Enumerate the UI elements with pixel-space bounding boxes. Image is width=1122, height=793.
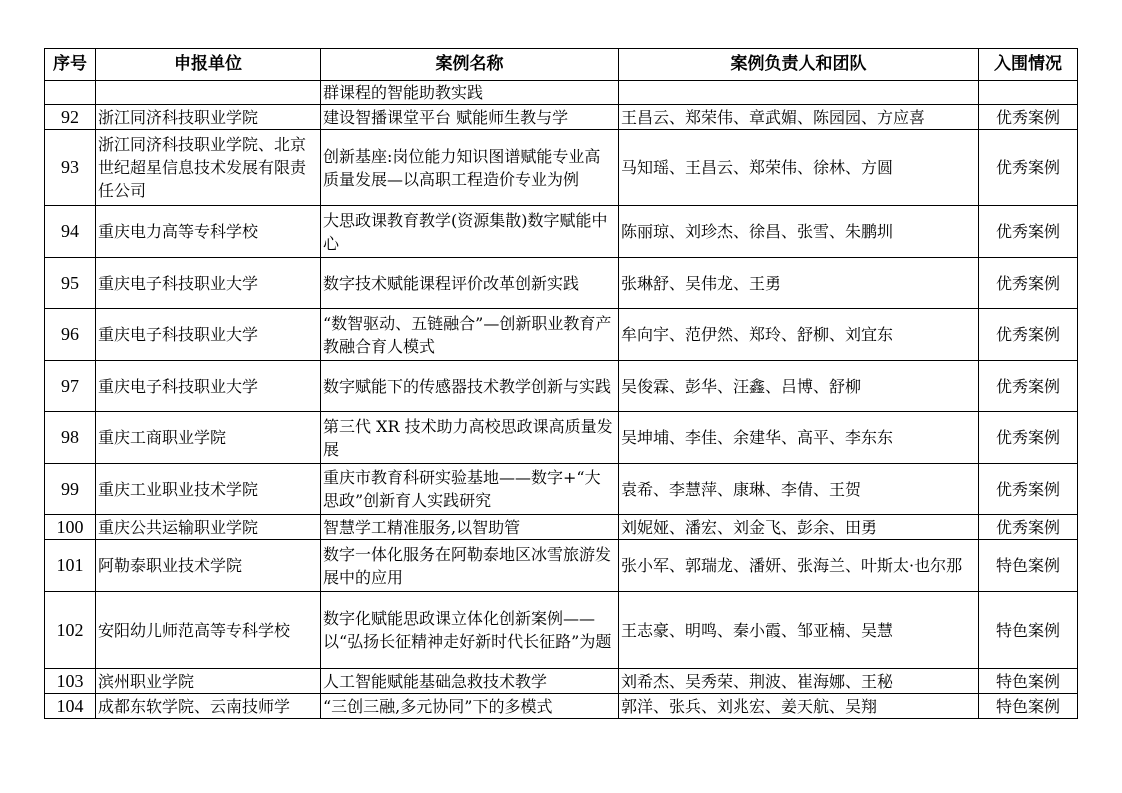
table-row	[45, 81, 1078, 105]
row-case: 建设智播课堂平台 赋能师生教与学	[321, 105, 619, 130]
row-status: 特色案例	[979, 540, 1078, 592]
row-unit	[96, 81, 321, 105]
row-unit: 重庆电子科技职业大学	[96, 361, 321, 412]
row-status: 优秀案例	[979, 206, 1078, 258]
table-row	[45, 361, 1078, 412]
header-case: 案例名称	[321, 49, 619, 81]
row-unit: 安阳幼儿师范高等专科学校	[96, 592, 321, 669]
table-row	[45, 669, 1078, 694]
row-unit: 重庆工商职业学院	[96, 412, 321, 464]
row-status: 优秀案例	[979, 258, 1078, 309]
table-row	[45, 694, 1078, 719]
row-team: 吴俊霖、彭华、汪鑫、吕博、舒柳	[619, 361, 979, 412]
row-case: 群课程的智能助教实践	[321, 81, 619, 105]
row-num: 94	[45, 206, 96, 258]
row-unit: 重庆工业职业技术学院	[96, 464, 321, 515]
table-row	[45, 206, 1078, 258]
row-team: 张琳舒、吴伟龙、王勇	[619, 258, 979, 309]
row-status: 优秀案例	[979, 412, 1078, 464]
header-status: 入围情况	[979, 49, 1078, 81]
row-unit: 浙江同济科技职业学院、北京世纪超星信息技术发展有限责任公司	[96, 130, 321, 206]
row-team: 王志豪、明鸣、秦小霞、邹亚楠、吴慧	[619, 592, 979, 669]
row-case: 数字一体化服务在阿勒泰地区冰雪旅游发展中的应用	[321, 540, 619, 592]
row-team: 郭洋、张兵、刘兆宏、姜天航、吴翔	[619, 694, 979, 719]
row-unit: 浙江同济科技职业学院	[96, 105, 321, 130]
row-status: 优秀案例	[979, 105, 1078, 130]
row-status: 优秀案例	[979, 309, 1078, 361]
table-row	[45, 592, 1078, 669]
row-unit: 成都东软学院、云南技师学	[96, 694, 321, 719]
row-case: 第三代 XR 技术助力高校思政课高质量发展	[321, 412, 619, 464]
row-num: 99	[45, 464, 96, 515]
row-status: 特色案例	[979, 669, 1078, 694]
row-status: 优秀案例	[979, 515, 1078, 540]
table-row	[45, 515, 1078, 540]
table-row	[45, 540, 1078, 592]
row-num: 92	[45, 105, 96, 130]
row-team: 刘妮娅、潘宏、刘金飞、彭余、田勇	[619, 515, 979, 540]
row-case: 数字赋能下的传感器技术教学创新与实践	[321, 361, 619, 412]
row-unit: 重庆电子科技职业大学	[96, 258, 321, 309]
row-unit: 滨州职业学院	[96, 669, 321, 694]
row-num: 97	[45, 361, 96, 412]
row-unit: 重庆电子科技职业大学	[96, 309, 321, 361]
row-status	[979, 81, 1078, 105]
row-unit: 重庆电力高等专科学校	[96, 206, 321, 258]
row-case: 大思政课教育教学(资源集散)数字赋能中心	[321, 206, 619, 258]
table-row	[45, 105, 1078, 130]
row-num: 100	[45, 515, 96, 540]
row-case: 智慧学工精准服务,以智助管	[321, 515, 619, 540]
row-status: 特色案例	[979, 694, 1078, 719]
table-row	[45, 464, 1078, 515]
row-team	[619, 81, 979, 105]
table-header-row	[45, 49, 1078, 81]
row-team: 马知瑶、王昌云、郑荣伟、徐林、方圆	[619, 130, 979, 206]
row-team: 吴坤埔、李佳、余建华、高平、李东东	[619, 412, 979, 464]
table-row	[45, 309, 1078, 361]
row-status: 特色案例	[979, 592, 1078, 669]
row-num: 101	[45, 540, 96, 592]
row-team: 张小军、郭瑞龙、潘妍、张海兰、叶斯太·也尔那	[619, 540, 979, 592]
row-status: 优秀案例	[979, 361, 1078, 412]
case-list-table	[44, 48, 1078, 719]
row-case: 数字化赋能思政课立体化创新案例——以“弘扬长征精神走好新时代长征路”为题	[321, 592, 619, 669]
table-row	[45, 258, 1078, 309]
table-row	[45, 412, 1078, 464]
row-num: 102	[45, 592, 96, 669]
header-num: 序号	[45, 49, 96, 81]
row-team: 王昌云、郑荣伟、章武媚、陈园园、方应喜	[619, 105, 979, 130]
row-unit: 重庆公共运输职业学院	[96, 515, 321, 540]
table-row	[45, 130, 1078, 206]
row-status: 优秀案例	[979, 130, 1078, 206]
row-team: 袁希、李慧萍、康琳、李倩、王贺	[619, 464, 979, 515]
header-team: 案例负责人和团队	[619, 49, 979, 81]
row-status: 优秀案例	[979, 464, 1078, 515]
row-num: 93	[45, 130, 96, 206]
row-num: 104	[45, 694, 96, 719]
row-num	[45, 81, 96, 105]
row-team: 刘希杰、吴秀荣、荆波、崔海娜、王秘	[619, 669, 979, 694]
row-team: 陈丽琼、刘珍杰、徐昌、张雪、朱鹏圳	[619, 206, 979, 258]
row-case: 人工智能赋能基础急救技术教学	[321, 669, 619, 694]
row-num: 103	[45, 669, 96, 694]
row-num: 96	[45, 309, 96, 361]
row-num: 98	[45, 412, 96, 464]
row-case: 数字技术赋能课程评价改革创新实践	[321, 258, 619, 309]
row-case: 创新基座:岗位能力知识图谱赋能专业高质量发展—以高职工程造价专业为例	[321, 130, 619, 206]
row-unit: 阿勒泰职业技术学院	[96, 540, 321, 592]
row-team: 牟向宇、范伊然、郑玲、舒柳、刘宜东	[619, 309, 979, 361]
header-unit: 申报单位	[96, 49, 321, 81]
row-case: 重庆市教育科研实验基地——数字+“大思政”创新育人实践研究	[321, 464, 619, 515]
row-case: “三创三融,多元协同”下的多模式	[321, 694, 619, 719]
row-case: “数智驱动、五链融合”—创新职业教育产教融合育人模式	[321, 309, 619, 361]
row-num: 95	[45, 258, 96, 309]
